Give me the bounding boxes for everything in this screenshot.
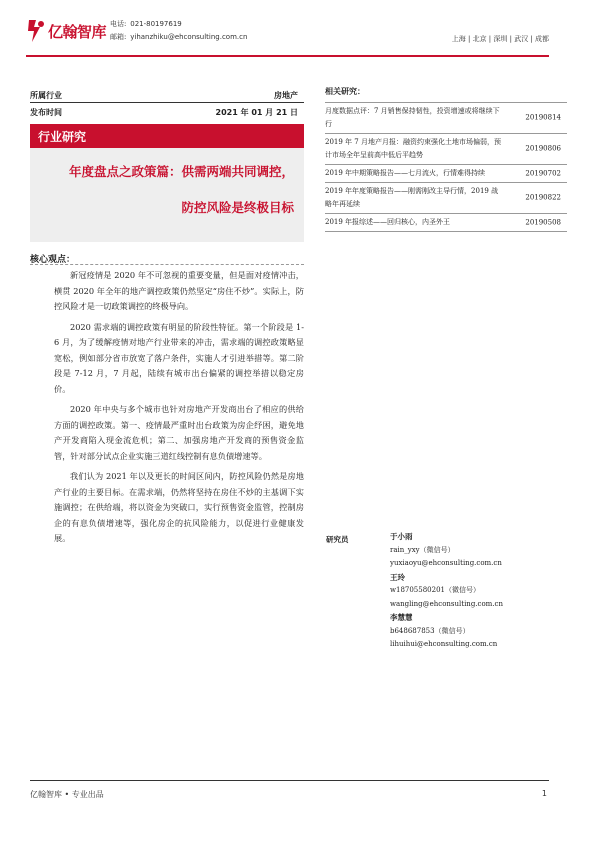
related-item[interactable] (325, 102, 567, 133)
related-item-date: 20190806 (525, 144, 561, 153)
core-paragraph-4: 我们认为 2021 年以及更长的时间区间内，防控风险仍然是房地产行业的主要目标。在需求端，仍然将坚持在房住不炒的主基调下实施调控；在供给端，将以资金为突破口，实行预售资金监管，控制房企的有息负债增速等，强化房企的抗风险能力，以促进行业健康发展。 (54, 471, 304, 543)
date-row (30, 107, 304, 118)
related-item[interactable] (325, 182, 567, 213)
email-address: yihanzhiku@ehconsulting.com.cn (130, 33, 248, 41)
date-value: 2021 年 01 月 21 日 (215, 108, 298, 117)
logo-mark-icon (26, 18, 46, 44)
related-item-title: 2019 年中期策略报告——七月流火，行情难得持续 (325, 169, 486, 177)
meta-divider (30, 102, 304, 103)
page-number: 1 (541, 789, 547, 798)
analyst-wechat: w18705580201（微信号） (390, 586, 480, 594)
analyst-wechat: rain_yxy（微信号） (390, 545, 455, 554)
footer-brand: 亿翰智库 • 专业出品 (30, 790, 104, 799)
email-label: 邮箱: (110, 33, 127, 41)
report-title-line1: 年度盘点之政策篇：供需两端共同调控， (68, 164, 294, 179)
core-divider (30, 264, 304, 265)
industry-label: 所属行业 (30, 91, 62, 100)
related-item-date: 20190508 (525, 218, 561, 226)
analyst-label: 研究员 (326, 535, 349, 544)
core-paragraph-3: 2020 年中央与多个城市也针对房地产开发商出台了相应的供给方面的调控政策。第一、疫情最严重时出台政策为房企纾困，避免地产开发商陷入现金流危机；第二、加强房地产开发商的预售资金监管，针对部分试点企业实施三道红线控制有息负债增速等。 (54, 404, 304, 461)
email-row (110, 31, 247, 44)
industry-row (30, 90, 304, 101)
related-item-title: 月度数据点评：7 月销售保持韧性，投资增速或将继续下行 (325, 107, 500, 128)
phone-label: 电话: (110, 20, 127, 28)
related-item[interactable] (325, 213, 567, 232)
related-item-title: 2019 年报综述——回归核心，内圣外王 (325, 218, 451, 226)
date-label: 发布时间 (30, 108, 62, 117)
analyst-email[interactable]: yuxiaoyu@ehconsulting.com.cn (390, 559, 502, 567)
related-item-date: 20190702 (525, 169, 561, 177)
related-item[interactable] (325, 164, 567, 182)
analyst-email[interactable]: lihuihui@ehconsulting.com.cn (390, 640, 498, 648)
analyst-wechat: b648687853（微信号） (390, 626, 470, 635)
related-item-title: 2019 年 7 月地产月报：融资约束强化土地市场偏弱，预计市场全年呈前高中低后平趋势 (325, 138, 501, 159)
related-item[interactable] (325, 133, 567, 164)
related-research-list (325, 102, 567, 232)
report-title-line2: 防控风险是终极目标 (181, 200, 294, 215)
company-logo (26, 17, 107, 45)
analyst-name: 李慧慧 (390, 613, 413, 622)
phone-row (110, 18, 247, 31)
office-cities: 上海 | 北京 | 深圳 | 武汉 | 成都 (451, 35, 549, 43)
analyst-email[interactable]: wangling@ehconsulting.com.cn (390, 599, 503, 608)
related-item-date: 20190822 (525, 193, 561, 202)
contact-info (110, 18, 247, 44)
logo-text: 亿翰智库 (48, 22, 107, 41)
footer-rule (30, 780, 549, 781)
analyst-name: 于小雨 (390, 532, 413, 541)
analyst-list (390, 530, 503, 652)
industry-value: 房地产 (274, 91, 298, 100)
core-heading: 核心观点： (30, 255, 76, 265)
phone-number: 021-80197619 (130, 20, 182, 28)
related-item-title: 2019 年年度策略报告——刚需刚改主导行情，2019 战略年再延续 (325, 187, 499, 208)
related-heading: 相关研究： (325, 87, 365, 96)
report-title-box (30, 148, 304, 242)
section-banner (30, 124, 304, 148)
related-item-date: 20190814 (525, 113, 561, 122)
core-paragraph-2: 2020 需求端的调控政策有明显的阶段性特征。第一个阶段是 1-6 月，为了缓解疫情对地产行业带来的冲击，需求端的调控政策略显宽松，例如部分省市放宽了落户条件，实施人才引进举措等。第二阶段是 7-12 月，7 月起，陆续有城市出台偏紧的调控举措以稳定房价。 (54, 321, 304, 394)
banner-label: 行业研究 (38, 130, 87, 144)
header-rule (26, 55, 549, 57)
core-body (54, 268, 304, 552)
core-paragraph-1: 新冠疫情是 2020 年不可忽视的重要变量，但是面对疫情冲击，横贯 2020 年全年的地产调控政策仍然坚定“房住不炒”。实际上，防控风险才是一切政策调控的终极导向。 (54, 270, 304, 311)
analyst-name: 王玲 (390, 572, 405, 582)
